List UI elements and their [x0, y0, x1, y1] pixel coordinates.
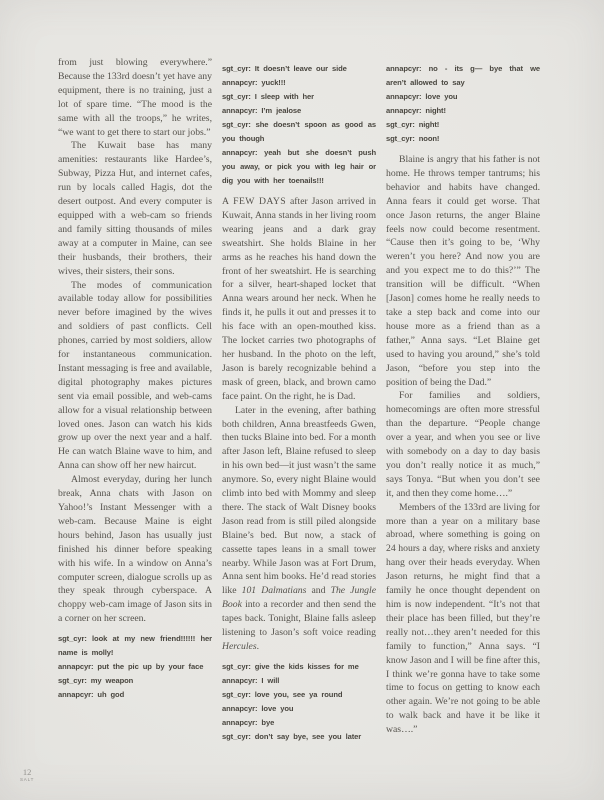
paragraph-text: For families and soldiers, homecomings are often more stressful than the departure. “People change over a year, and when you see or live with somebody on a day to day basis you don’t really notice it as much,” says Tonya. “But when you don’t see it, and then they come home….”: [386, 390, 540, 499]
paragraph-text: A FEW DAYS: [222, 196, 287, 207]
chat-line: sgt_cyr: noon!: [386, 134, 440, 143]
book-title: The Jungle Book: [222, 585, 377, 611]
chat-transcript: [222, 660, 376, 744]
paragraph-text: The modes of communication available today allow for possibilities never before imagined by the wives and soldiers of past conflicts. Cell phones, carried by most soldiers, allow for instantaneous communication. Instant messaging is free and available, digital photography makes pictures sent via email possible, and web-cams allow for a visual relationship between loved ones. Jason can watch his kids grow up over the next year and a half. He can watch Blaine wave to him, and Anna can show off her new haircut.: [58, 279, 212, 472]
chat-line: annapcyr: uh god: [58, 690, 125, 700]
book-title: Hercules: [222, 641, 257, 652]
chat-line: annapcyr: love you: [386, 92, 458, 101]
text-columns: [58, 56, 540, 751]
chat-line: annapcyr: night!: [386, 106, 446, 115]
body-paragraph: [386, 153, 540, 389]
column-1: [58, 56, 212, 751]
chat-line: sgt_cyr: night!: [386, 120, 440, 129]
chat-line: annapcyr: yeah but she doesn’t push you away, or pick you with leg hair or dig you with her toenails!!!: [222, 148, 376, 185]
paragraph-text: Later in the evening, after bathing both children, Anna breastfeeds Gwen, then tucks Blaine into bed. For a month after Jason left, Blaine refused to sleep in his own bed—it just wasn’t the same anymore. So, every night Blaine would climb into bed with Mommy and sleep there. The stack of Walt Disney books Jason read from is still piled alongside Blaine’s bed. But now, a stack of cassette tapes leans in a small tower nearby. While Jason was at Fort Drum, Anna sent him books. He’d read stories like: [222, 404, 376, 597]
chat-line: sgt_cyr: don’t say bye, see you later: [222, 731, 362, 741]
chat-line: annapcyr: yuck!!!: [222, 78, 286, 87]
body-paragraph: [58, 139, 212, 278]
paragraph-text: into a recorder and then send the tapes back. Tonight, Blaine falls asleep listening to Jason’s soft voice reading: [222, 599, 376, 639]
body-paragraph: [386, 389, 540, 500]
body-paragraph: [58, 56, 212, 139]
paragraph-text: .: [256, 641, 260, 652]
chat-line: sgt_cyr: I sleep with her: [222, 92, 315, 101]
chat-transcript: [58, 632, 212, 702]
chat-line: annapcyr: put the pic up by your face: [58, 662, 204, 672]
chat-transcript: [386, 62, 540, 146]
magazine-label: SALT: [20, 776, 35, 782]
body-paragraph: [222, 404, 376, 654]
page-folio: [20, 768, 34, 782]
book-title: 101 Dalmatians: [241, 585, 307, 597]
paragraph-text: Almost everyday, during her lunch break, Anna chats with Jason on Yahoo!’s Instant Messenger with a web-cam. Because Maine is eight hours behind, Jason has usually just finished his dinner before speaking with his wife. In a window on Anna’s computer screen, dialogue scrolls up as they speak through cyberspace. A choppy web-cam image of Jason sits in a corner on her screen.: [58, 474, 212, 625]
paragraph-text: from just blowing everywhere.” Because the 133rd doesn’t yet have any equipment, there is no training, just a lot of spare time. “The mood is the same with all the troops,” he writes, “we want to get there to start our jobs.”: [58, 57, 212, 138]
column-3: [386, 56, 540, 751]
paragraph-text: after Jason arrived in Kuwait, Anna stands in her living room wearing jeans and a dark gray sweatshirt. She holds Blaine in her arms as he reaches his hand down the front of her sweatshirt. He is searching for a silver, heart-shaped locket that Anna wears around her neck. When he finds it, he pulls it out and presses it to his face with an open-mouthed kiss. The locket carries two photographs of her husband. In the photo on the left, Jason is barely recognizable behind a mask of green, black, and brown camo face paint. On the right, he is Dad.: [222, 196, 376, 402]
chat-transcript: [222, 62, 376, 188]
chat-line: sgt_cyr: love you, see ya round: [222, 689, 343, 699]
chat-line: annapcyr: no - its g— bye that we aren’t allowed to say: [386, 64, 540, 87]
paragraph-text: Blaine is angry that his father is not home. He throws temper tantrums; his behavior and habits have changed. Anna fears it could get worse. That once Jason returns, the anger Blaine feels now could become resentment. “Cause then it’s going to be, ‘Why weren’t you here? And now you are and you expect me to do this?’” The transition will be difficult. “When [Jason] comes home he really needs to take a step back and come into our house more as a friend than as a father,” Anna says. “Let Blaine get used to having you around,” she’s told Jason, “before you step into the position of being the Dad.”: [386, 154, 540, 388]
paragraph-text: Members of the 133rd are living for more than a year on a military base abroad, where something is going on 24 hours a day, where risks and anxiety hang over their heads everyday. When Jason returns, he might find that a family he once thought dependent on him is now independent. “It’s not that their place has been filled, but they’re really not…they aren’t needed for this family to function,” Anna says. “I know Jason and I will be fine after this, I think we’re gonna have to take some time to focus on getting to know each other again. We’re not going to be able to walk back and have it be like it was….”: [386, 501, 540, 736]
chat-line: annapcyr: bye: [222, 717, 275, 727]
paragraph-text: and: [306, 585, 331, 597]
body-paragraph: [58, 279, 212, 474]
body-paragraph: [58, 473, 212, 626]
chat-line: sgt_cyr: she doesn’t spoon as good as you though: [222, 120, 376, 143]
chat-line: annapcyr: love you: [222, 703, 294, 713]
chat-line: sgt_cyr: give the kids kisses for me: [222, 661, 359, 671]
body-paragraph: [386, 501, 540, 737]
chat-line: annapcyr: I will: [222, 675, 280, 685]
chat-line: sgt_cyr: look at my new friend!!!!!! her name is molly!: [58, 634, 212, 658]
chat-line: sgt_cyr: my weapon: [58, 676, 134, 686]
body-paragraph: [222, 195, 376, 404]
chat-line: sgt_cyr: It doesn’t leave our side: [222, 64, 347, 73]
chat-line: annapcyr: I’m jealose: [222, 106, 302, 115]
column-2: [222, 56, 376, 751]
page-number: 12: [22, 767, 32, 777]
paragraph-text: The Kuwait base has many amenities: restaurants like Hardee’s, Subway, Pizza Hut, and internet cafes, run by locals called Hagis, dot the desert outpost. And every computer is equipped with a web-cam so friends and family sitting thousands of miles away at a computer in Maine, can see their husbands, their brothers, their wives, their sisters, their sons.: [58, 140, 212, 277]
